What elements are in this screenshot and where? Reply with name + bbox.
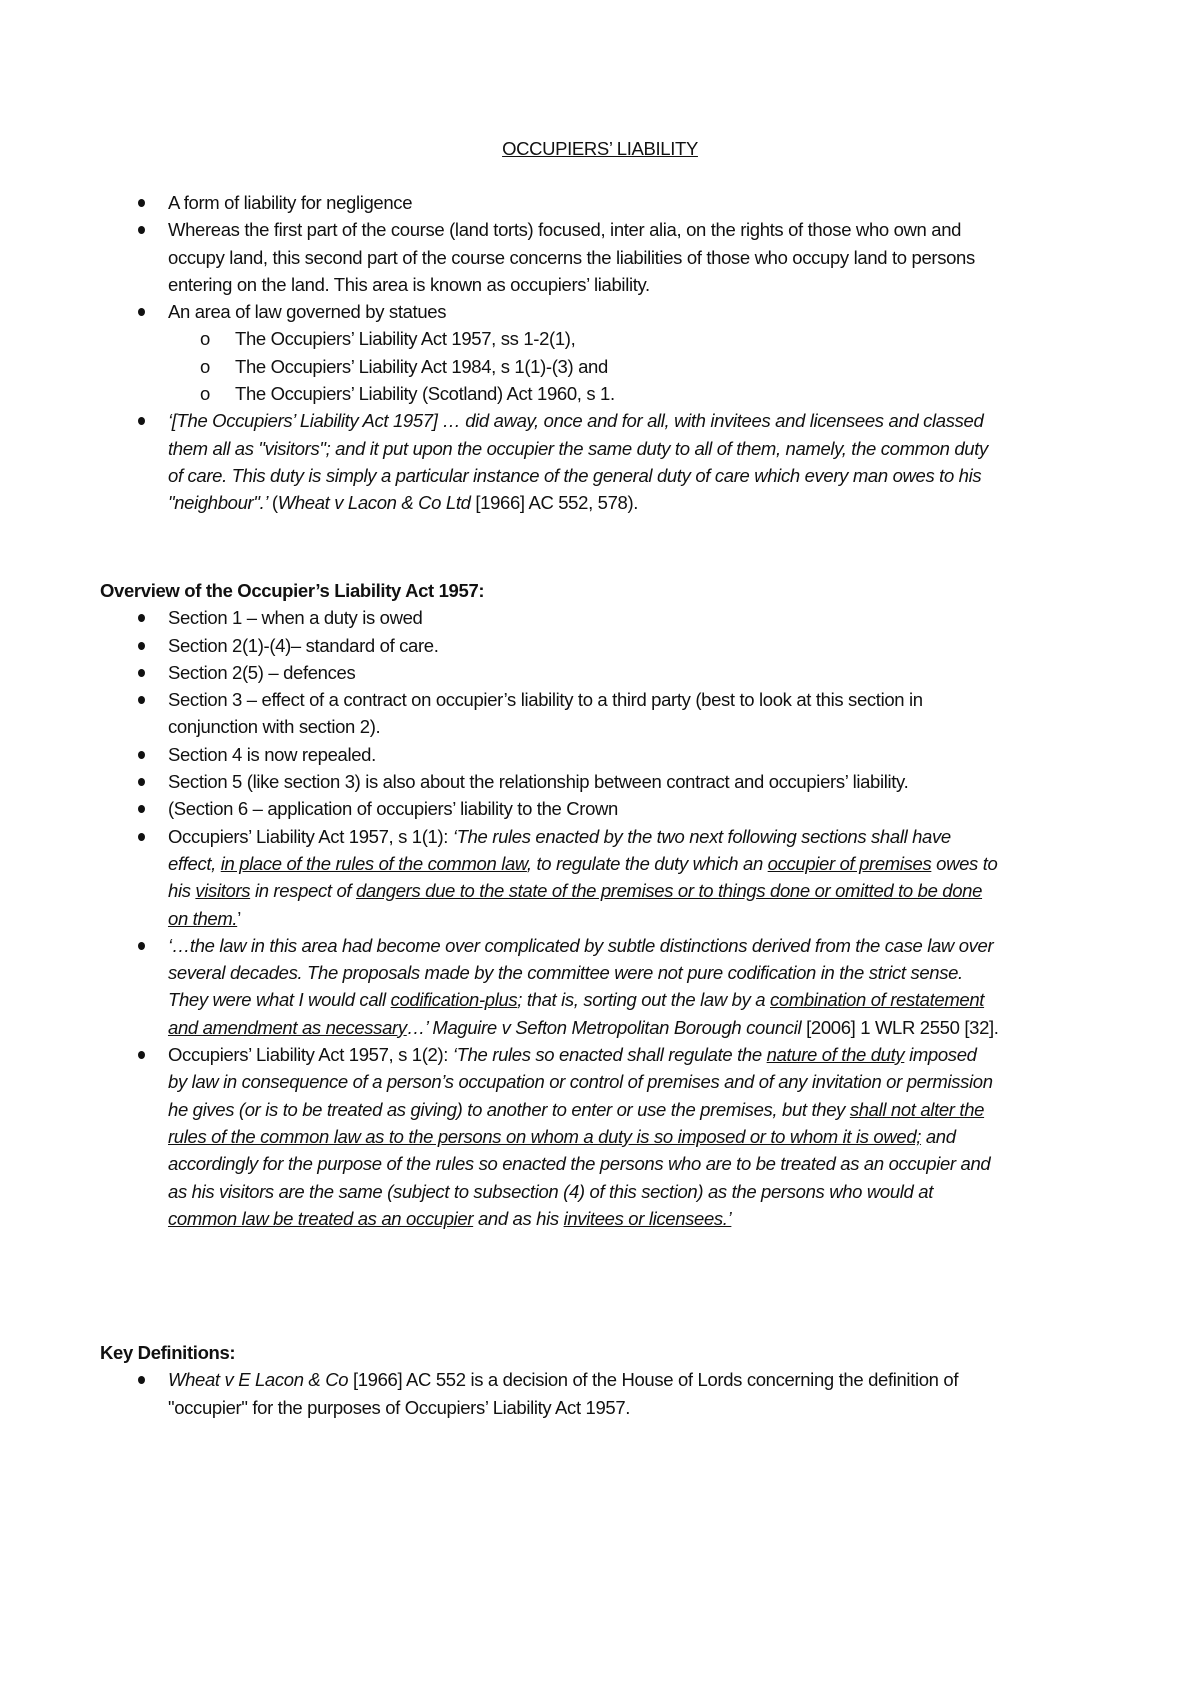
sub-item-text: The Occupiers’ Liability Act 1984, s 1(1)-(3) and [235, 355, 608, 377]
italic-text: ; that is, sorting out the law by a [517, 989, 771, 1011]
text-segment: Section 1 – when a duty is owed [168, 607, 423, 629]
text-segment: [1966] AC 552, 578). [470, 492, 639, 514]
underlined-text: common law be treated as an occupier [168, 1207, 474, 1229]
list-item [100, 604, 1000, 631]
list-item [100, 659, 1000, 686]
list-item [100, 795, 1000, 822]
bullet-list [100, 1366, 1000, 1421]
italic-text: and accordingly for the purpose of the rules so enacted the persons who are to be treated as an occupier and as his visitors are the same (subject to subsection (4) of this section) as the persons who would at [168, 1125, 991, 1202]
underlined-text: visitors [195, 880, 251, 902]
text-segment: Section 4 is now repealed. [168, 743, 376, 765]
text-segment: Section 5 (like section 3) is also about the relationship between contract and occupiers’ liability. [168, 771, 909, 793]
bullet-icon [138, 669, 145, 677]
bullet-icon [138, 417, 145, 425]
bullet-list [100, 189, 1000, 517]
list-item [100, 407, 1000, 516]
list-item [100, 632, 1000, 659]
section-heading: Key Definitions: [100, 1342, 236, 1363]
italic-text: , to regulate the duty which an [526, 852, 768, 874]
circle-bullet-icon: o [200, 355, 210, 377]
text-segment: Whereas the first part of the course (land torts) focused, inter alia, on the rights of those who own and occupy land, this second part of the course concerns the liabilities of those who occupy land to persons entering on the land. This area is known as occupiers’ liability. [168, 219, 975, 295]
italic-text: ‘The rules so enacted shall regulate the [452, 1044, 767, 1066]
underlined-text: shall not alter the rules of the common law as to the persons on whom a duty is so imposed or to whom it is owed; [168, 1098, 985, 1147]
text-segment: Section 3 – effect of a contract on occupier’s liability to a third party (best to look at this section in conjunction with section 2). [168, 689, 923, 738]
document-title: OCCUPIERS’ LIABILITY [502, 138, 698, 159]
underlined-text: occupier of premises [767, 852, 932, 874]
bullet-icon [138, 226, 145, 234]
text-segment: A form of liability for negligence [168, 192, 413, 213]
bullet-icon [138, 751, 145, 759]
list-item [100, 216, 1000, 298]
list-item [100, 1366, 1000, 1421]
list-item [100, 189, 1000, 216]
bullet-icon [138, 199, 145, 207]
bullet-icon [138, 614, 145, 622]
list-item [100, 768, 1000, 795]
italic-text: Wheat v E Lacon & Co [168, 1369, 349, 1391]
bullet-icon [138, 942, 145, 950]
italic-text: in respect of [250, 880, 356, 902]
text-segment: Section 2(1)-(4)– standard of care. [168, 634, 439, 656]
italic-text: Wheat v Lacon & Co Ltd [277, 492, 471, 514]
list-item [100, 686, 1000, 741]
text-segment: ’ [237, 907, 241, 929]
bullet-list [100, 604, 1000, 1232]
underlined-text: dangers due to the state of the premises or to things done or omitted to be done on them. [168, 880, 983, 929]
overview-section [100, 577, 1000, 1232]
text-segment: ( [271, 492, 278, 514]
text-segment: (Section 6 – application of occupiers’ liability to the Crown [168, 798, 618, 820]
bullet-icon [138, 308, 145, 316]
italic-text: ‘…the law in this area had become over complicated by subtle distinctions derived from the case law over several decades. The proposals made by the committee were not pure codification in the strict sense. They were what I would call [168, 934, 994, 1011]
key-definitions-section [100, 1339, 1000, 1421]
bullet-icon [138, 833, 145, 841]
list-item [100, 932, 1000, 1041]
list-item [100, 741, 1000, 768]
underlined-text: codification-plus [390, 989, 518, 1011]
text-segment: An area of law governed by statues [168, 301, 447, 323]
underlined-text: combination of restatement and amendment as necessary [168, 989, 985, 1038]
list-item [100, 1041, 1000, 1232]
italic-text: …’ Maguire v Sefton Metropolitan Borough council [406, 1016, 802, 1038]
text-segment: [2006] 1 WLR 2550 [32]. [801, 1016, 999, 1038]
text-segment: Section 2(5) – defences [168, 661, 356, 683]
italic-text: owes to his [168, 852, 998, 902]
italic-text: ‘[The Occupiers’ Liability Act 1957] … did away, once and for all, with invitees and licensees and classed them all as "visitors"; and it put upon the occupier the same duty to all of them, namely, the common duty of care. This duty is simply a particular instance of the general duty of care which every man owes to his "neighbour".’ [168, 410, 988, 514]
bullet-icon [138, 696, 145, 704]
circle-bullet-icon: o [200, 328, 210, 350]
bullet-icon [138, 805, 145, 813]
sub-item-text: The Occupiers’ Liability Act 1957, ss 1-2(1), [235, 328, 576, 350]
bullet-icon [138, 1051, 145, 1059]
italic-text: imposed by law in consequence of a person’s occupation or control of premises and of any invitation or permission he gives (or is to be treated as giving) to another to enter or use the premises, but they [168, 1044, 993, 1120]
list-item [100, 823, 1000, 932]
text-segment: Occupiers’ Liability Act 1957, s 1(2): [168, 1044, 453, 1066]
italic-text: ‘The rules enacted by the two next following sections shall have effect, [168, 825, 951, 874]
intro-section [100, 189, 1000, 517]
underlined-text: in place of the rules of the common law [220, 852, 527, 874]
italic-text: and as his [473, 1207, 564, 1229]
bullet-icon [138, 642, 145, 650]
bullet-icon [138, 778, 145, 786]
circle-bullet-icon: o [200, 383, 210, 405]
sub-item-text: The Occupiers’ Liability (Scotland) Act 1960, s 1. [235, 383, 615, 405]
sub-list-item [100, 353, 1000, 380]
bullet-icon [138, 1376, 145, 1384]
section-heading: Overview of the Occupier’s Liability Act 1957: [100, 580, 485, 601]
text-segment: Occupiers’ Liability Act 1957, s 1(1): [168, 825, 453, 847]
text-segment: [1966] AC 552 is a decision of the House of Lords concerning the definition of "occupier" for the purposes of Occupiers’ Liability Act 1957. [168, 1369, 959, 1418]
underlined-text: invitees or licensees.’ [563, 1207, 732, 1229]
underlined-text: nature of the duty [766, 1044, 905, 1066]
sub-list-item [100, 325, 1000, 352]
sub-list-item [100, 380, 1000, 407]
list-item [100, 298, 1000, 325]
